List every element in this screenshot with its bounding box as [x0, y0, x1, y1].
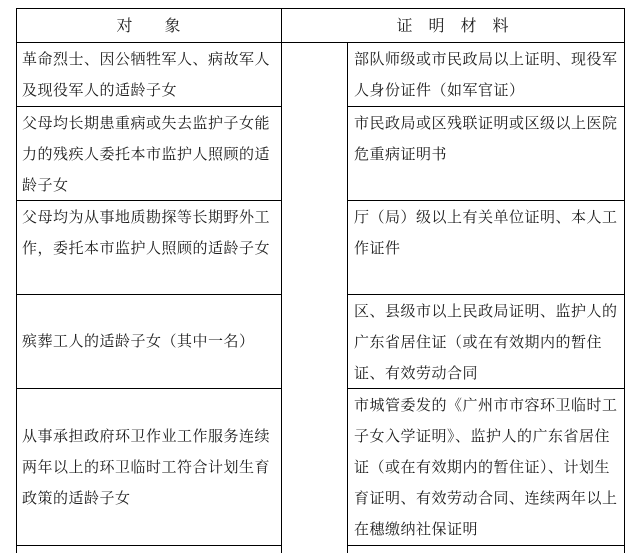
header-target: 对 象 — [116, 16, 181, 35]
column-divider — [281, 8, 282, 553]
row-divider — [16, 545, 282, 546]
table-border-right — [624, 8, 625, 553]
target-cell: 父母均长期患重病或失去监护子女能力的残疾人委托本市监护人照顾的适龄子女 — [22, 114, 271, 194]
row-divider — [347, 106, 625, 107]
row-divider — [16, 388, 282, 389]
materials-cell: 市民政局或区残联证明或区级以上医院危重病证明书 — [354, 114, 618, 163]
materials-cell: 区、县级市以上民政局证明、监护人的广东省居住证（或在有效期内的暂住证、有效劳动合同 — [354, 302, 618, 382]
row-divider — [16, 294, 282, 295]
header-materials: 证 明 材 料 — [396, 16, 509, 35]
column-divider — [347, 42, 348, 553]
target-cell: 从事承担政府环卫作业工作服务连续两年以上的环卫临时工符合计划生育政策的适龄子女 — [22, 427, 271, 507]
row-divider — [347, 545, 625, 546]
materials-cell: 市城管委发的《广州市市容环卫临时工子女入学证明》、监护人的广东省居住证（或在有效期内的暂住证）、计划生育证明、有效劳动合同、连续两年以上在穗缴纳社保证明 — [354, 396, 618, 538]
target-cell: 父母均为从事地质勘探等长期野外工作，委托本市监护人照顾的适龄子女 — [22, 208, 271, 257]
materials-cell: 部队师级或市民政局以上证明、现役军人身份证件（如军官证） — [354, 50, 618, 99]
row-divider — [16, 106, 282, 107]
target-cell: 革命烈士、因公牺牲军人、病故军人及现役军人的适龄子女 — [22, 50, 271, 99]
target-cell: 殡葬工人的适龄子女（其中一名） — [22, 332, 255, 350]
table-border-left — [16, 8, 17, 553]
materials-cell: 厅（局）级以上有关单位证明、本人工作证件 — [354, 208, 618, 257]
row-divider — [347, 200, 625, 201]
row-divider — [347, 294, 625, 295]
row-divider — [16, 42, 625, 43]
